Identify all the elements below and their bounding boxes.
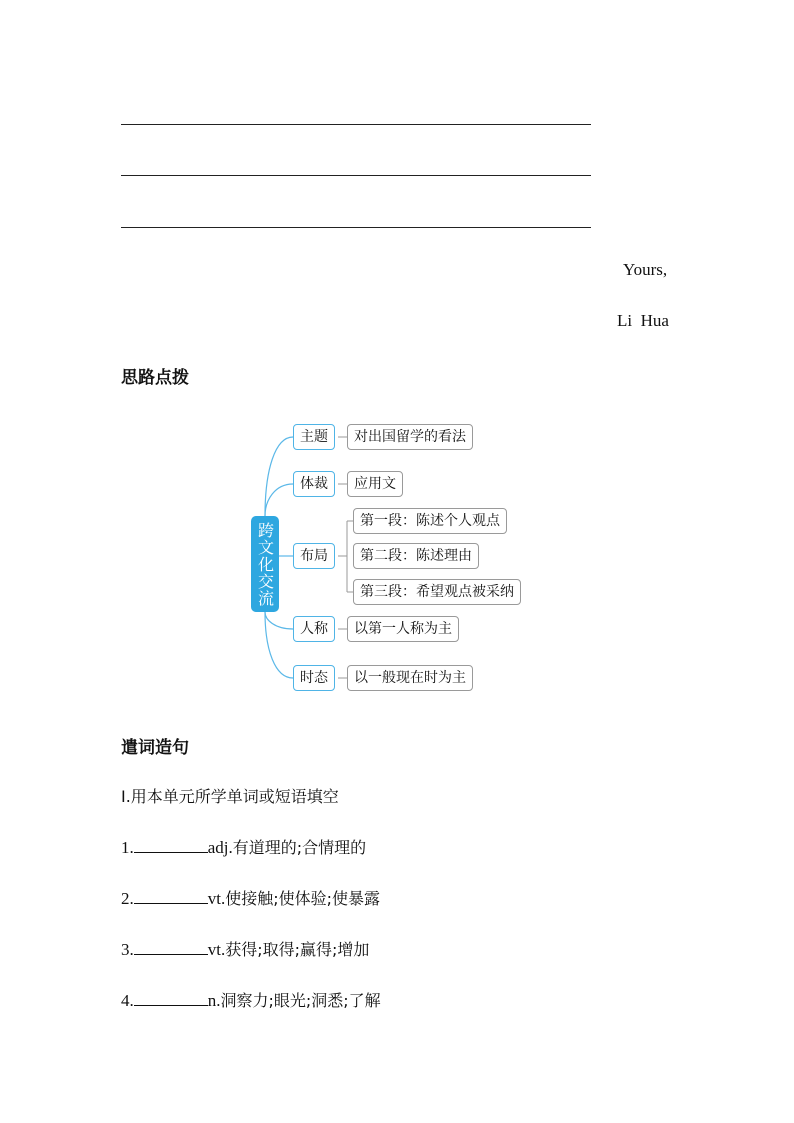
letter-signature: Li Hua [617,311,669,330]
meaning: 使接触;使体验;使暴露 [225,889,381,908]
mind-map-category-topic: 主题 [293,424,335,450]
mind-map-root: 跨文化交流 [251,516,279,612]
mind-map-item-genre: 应用文 [347,471,403,497]
letter-closing: Yours, [623,260,668,279]
section-title-thinking: 思路点拨 [121,368,189,388]
exercise-item-1 [121,835,366,858]
mind-map-item-layout-2: 第二段：陈述理由 [353,543,479,569]
mind-map-category-person: 人称 [293,616,335,642]
item-number: 4. [121,991,134,1010]
item-number: 1. [121,838,134,857]
part-of-speech: adj. [207,838,233,857]
item-number: 3. [121,940,134,959]
item-number: 2. [121,889,134,908]
mind-map-category-tense: 时态 [293,665,335,691]
meaning: 洞察力;眼光;洞悉;了解 [220,991,381,1010]
part-of-speech: n. [207,991,221,1010]
meaning: 获得;取得;赢得;增加 [225,940,370,959]
mind-map-item-layout-1: 第一段：陈述个人观点 [353,508,507,534]
mind-map-category-layout: 布局 [293,543,335,569]
mind-map-item-layout-3: 第三段：希望观点被采纳 [353,579,521,605]
mind-map-category-genre: 体裁 [293,471,335,497]
part-of-speech: vt. [207,940,226,959]
part-of-speech: vt. [207,889,226,908]
fill-blank[interactable] [134,991,208,1006]
fill-blank[interactable] [134,940,208,955]
mind-map-item-topic: 对出国留学的看法 [347,424,473,450]
exercise-item-2 [121,886,380,909]
mind-map-item-person: 以第一人称为主 [347,616,459,642]
section-title-vocab: 遣词造句 [121,738,189,758]
exercise-item-4 [121,988,381,1011]
fill-blank[interactable] [134,838,208,853]
fill-blank[interactable] [134,889,208,904]
mind-map-item-tense: 以一般现在时为主 [347,665,473,691]
exercise-instruction: Ⅰ.用本单元所学单词或短语填空 [121,787,339,806]
exercise-item-3 [121,937,369,960]
meaning: 有道理的;合情理的 [232,838,367,857]
